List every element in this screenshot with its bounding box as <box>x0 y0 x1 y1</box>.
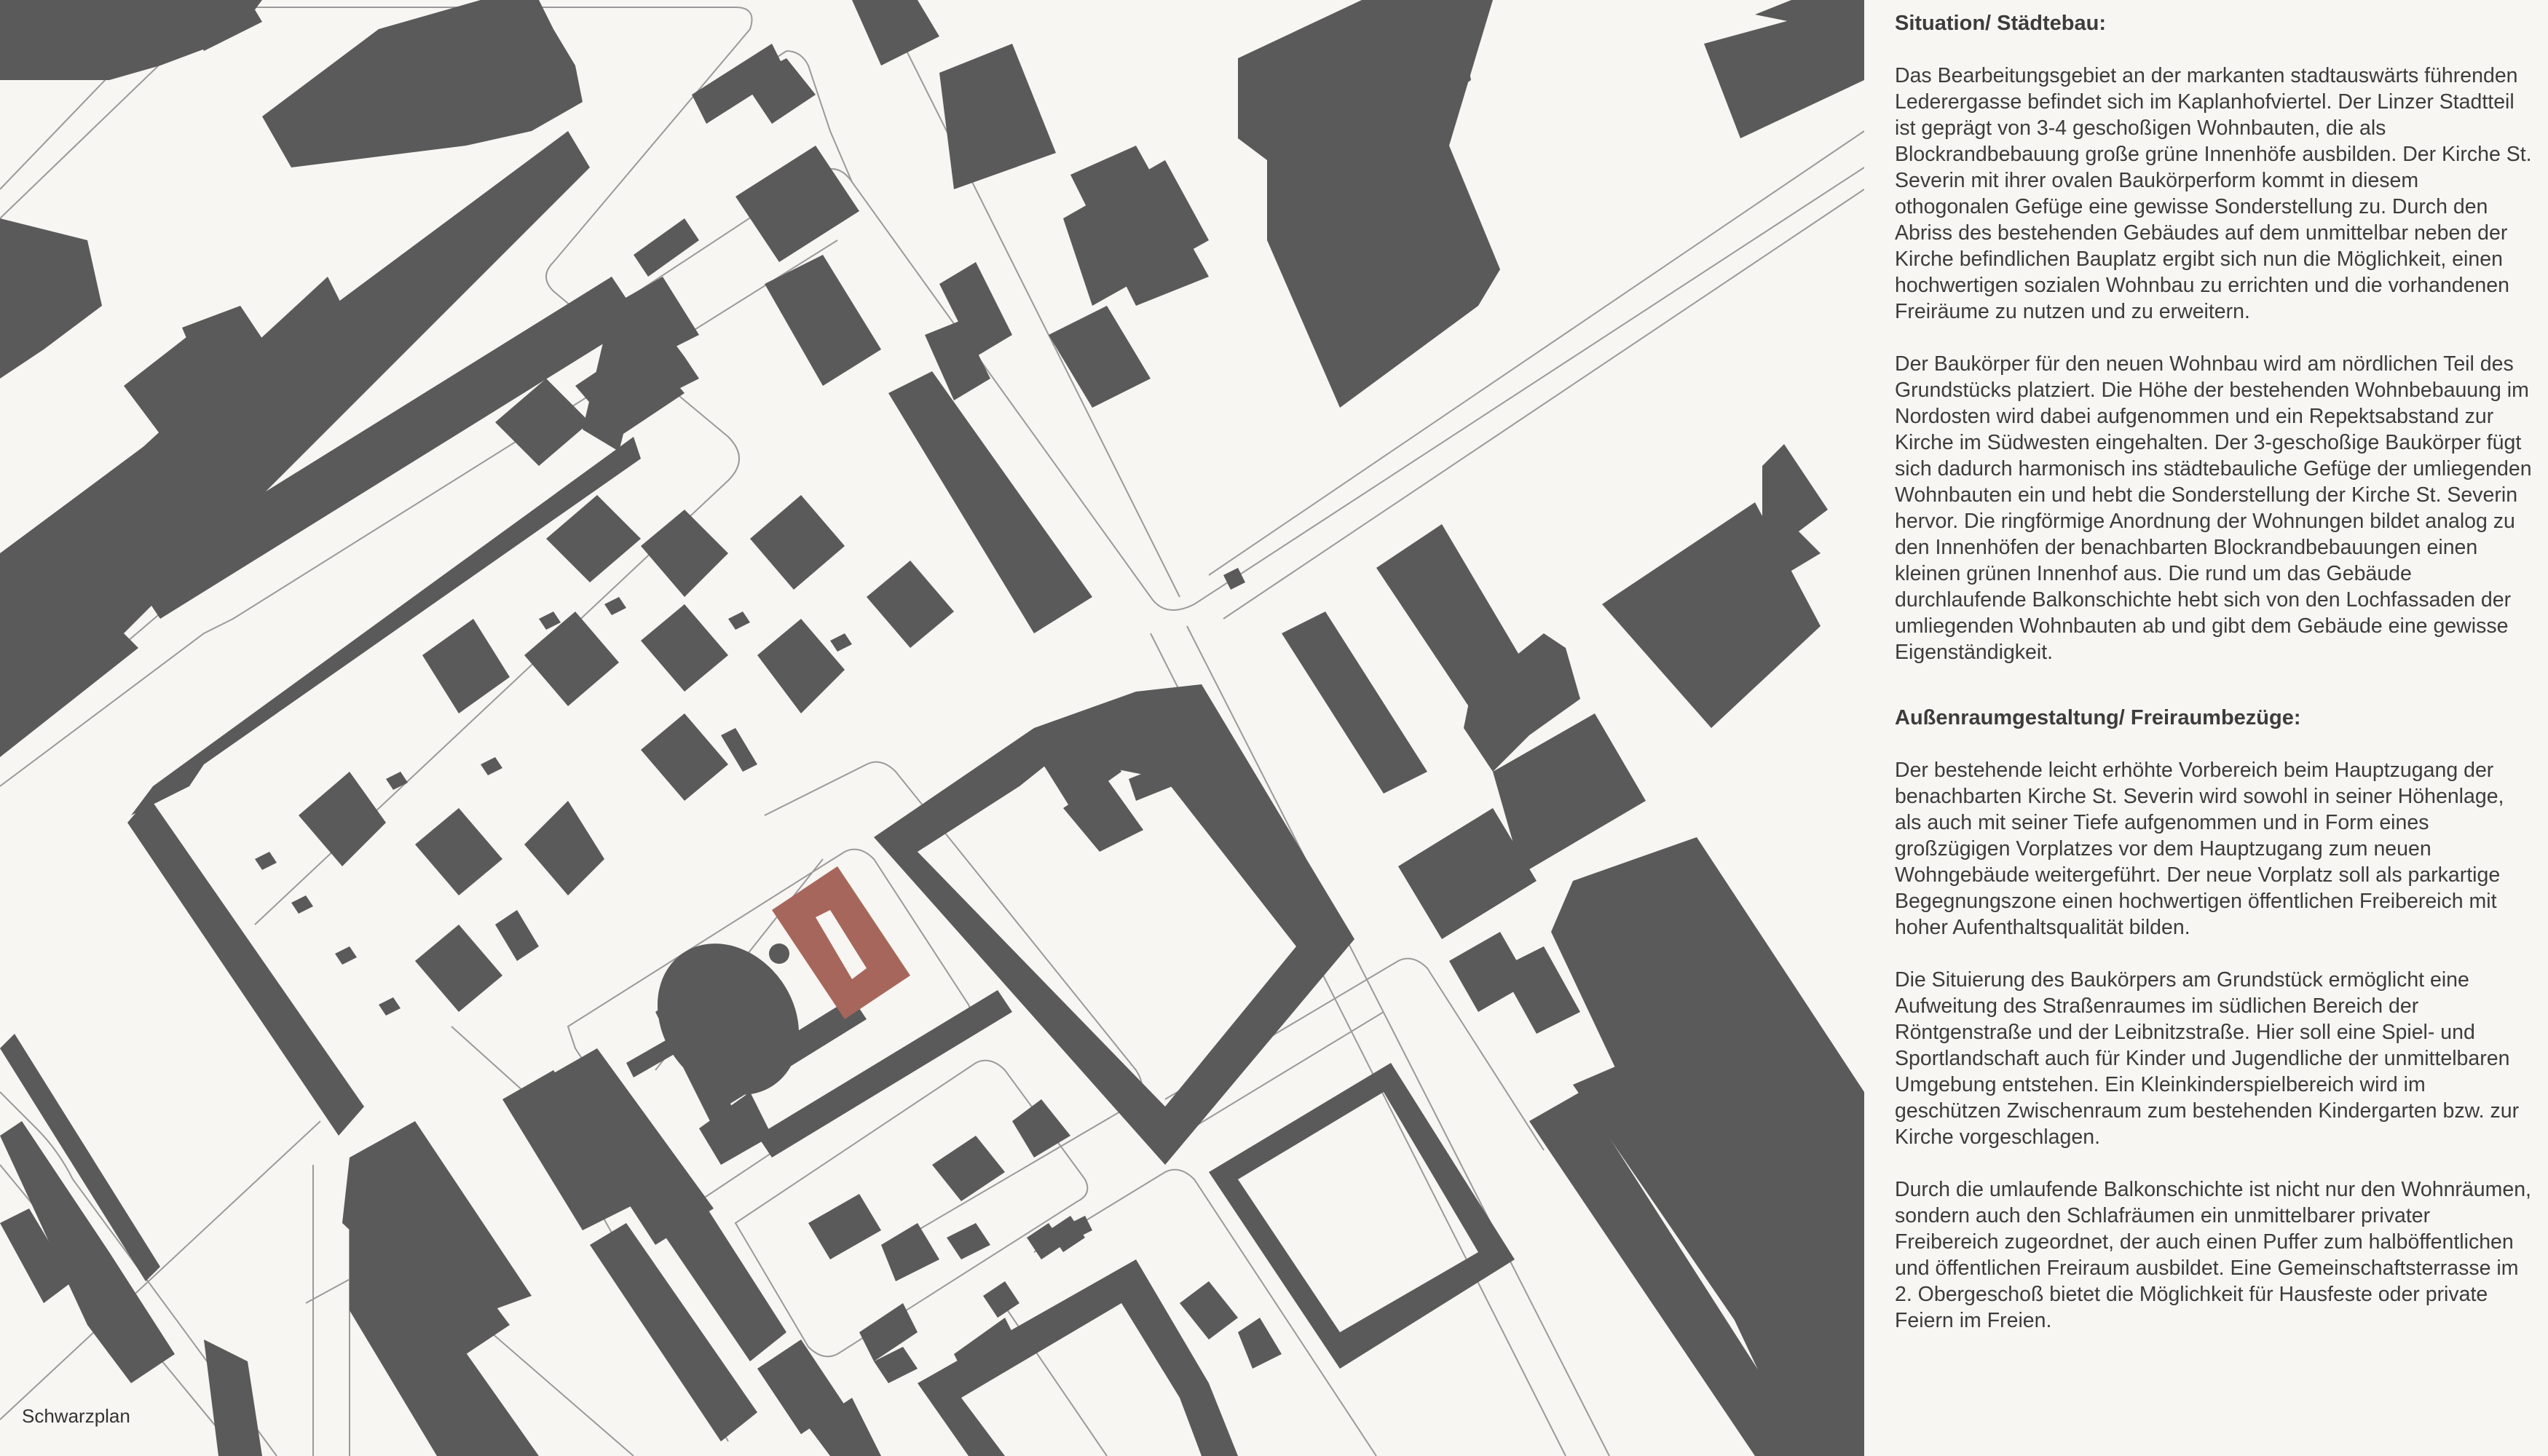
building <box>1180 1281 1238 1340</box>
section-heading-situation: Situation/ Städtebau: <box>1895 12 2106 35</box>
building <box>255 852 277 870</box>
building <box>0 218 102 379</box>
building <box>735 146 859 262</box>
building <box>641 510 728 597</box>
building <box>379 997 401 1016</box>
building <box>939 44 1056 189</box>
building <box>335 946 357 965</box>
building <box>859 1303 918 1361</box>
new-building-highlight <box>772 866 910 1019</box>
building <box>1238 1318 1282 1369</box>
building <box>641 713 728 801</box>
building <box>757 619 845 713</box>
building <box>728 612 750 630</box>
building <box>204 1340 262 1456</box>
text-panel <box>1895 10 2536 1360</box>
building <box>291 895 313 914</box>
building <box>262 0 583 167</box>
building <box>604 597 626 615</box>
paragraph: Die Situierung des Baukörpers am Grundstück ermöglicht eine Aufweitung des Straßenraumes im südlichen Bereich der Röntgenstraße und der Leibnitzstraße. Hier soll eine Spiel- und Sportlandschaft auch für Kinder und Jugendliche der unmittelbaren Umgebung entstehen. Ein Kleinkinderspielbereich wird im geschützen Zwischenraum zum bestehenden Kindergarten bzw. zur Kirche vorgeschlagen. <box>1895 968 2520 1149</box>
building <box>641 604 728 692</box>
building <box>481 757 502 775</box>
building <box>0 131 590 757</box>
building <box>415 808 502 895</box>
building <box>932 1136 1005 1201</box>
building <box>852 0 939 66</box>
paragraph: Das Bearbeitungsgebiet an der markanten stadtauswärts führenden Lederergasse befindet sich im Kaplanhofviertel. Der Linzer Stadtteil ist geprägt von 3-4 geschoßigen Wohnbauten, die als Blockrandbebauung große grüne Innenhöfe ausbilden. Der Kirche St. Severin mit ihrer ovalen Baukörperform kommt in diesem othogonalen Gefüge eine gewisse Sonderstellung zu. Durch den Abriss des bestehenden Gebäudes auf dem unmittelbar neben der Kirche befindlichen Bauplatz ergibt sich nun die Möglichkeit, einen hochwertigen sozialen Wohnbau zu errichten und die vorhandenen Freiräume zu nutzen und zu erweitern. <box>1895 64 2532 323</box>
building <box>524 612 619 706</box>
building <box>983 1281 1019 1318</box>
building <box>830 633 852 652</box>
building <box>750 495 845 590</box>
paragraph: Durch die umlaufende Balkonschichte ist nicht nur den Wohnräumen, sondern auch den Schlafräumen ein unmittelbarer privater Freibereich zugeordnet, der auch einen Puffer zum halböffentlichen und öffentlichen Freiraum ausbildet. Eine Gemeinschaftsterrasse im 2. Obergeschoß bietet die Möglichkeit für Hausfeste oder private Feiern im Freien. <box>1895 1178 2531 1332</box>
paragraph: Der Baukörper für den neuen Wohnbau wird am nördlichen Teil des Grundstücks platziert. Die Höhe der bestehenden Wohnbebauung im Nordosten wird dabei aufgenommen und ein Repektsabstand zur Kirche im Südwesten eingehalten. Der 3-geschoßige Baukörper fügt sich dadurch harmonisch ins städtebauliche Gefüge der umliegenden Wohnbauten ein und hebt die Sonderstellung der Kirche St. Severin hervor. Die ringförmige Anordnung der Wohnungen bildet analog zu den Innenhöfen der benachbarten Blockrandbebauungen einen kleinen grünen Innenhof aus. Die rund um das Gebäude durchlaufende Balkonschichte hebt sich von den Lochfassaden der umliegenden Wohnbauten ab und gibt dem Gebäude eine gewisse Eigenständigkeit. <box>1895 352 2532 664</box>
building <box>660 1009 680 1029</box>
building <box>299 772 386 866</box>
map-label: Schwarzplan <box>22 1405 130 1427</box>
building <box>874 684 1354 1165</box>
building <box>918 1259 1238 1456</box>
building <box>634 218 699 277</box>
building <box>1282 612 1427 794</box>
building <box>386 772 408 790</box>
section-heading-aussenraum: Außenraumgestaltung/ Freiraumbezüge: <box>1895 706 2301 729</box>
building <box>524 801 604 895</box>
building <box>769 943 789 964</box>
building <box>495 910 539 961</box>
building <box>947 1223 990 1259</box>
building <box>422 619 510 713</box>
building <box>1223 568 1245 590</box>
building <box>415 925 502 1012</box>
paragraph: Der bestehende leicht erhöhte Vorbereich beim Hauptzugang der benachbarten Kirche St. Severin wird sowohl in seiner Höhenlage, als auch mit seiner Tiefe aufgenommen und in Form eines großzügigen Vorplatzes vor dem Hauptzugang zum neuen Wohngebäude weitergeführt. Der neue Vorplatz soll als parkartige Begegnungszone einen hochwertigen öffentlichen Freibereich mit hoher Aufenthaltsqualität bilden. <box>1895 759 2504 939</box>
building <box>1049 306 1151 408</box>
building <box>808 1194 881 1259</box>
building <box>867 561 954 648</box>
building <box>881 1223 939 1281</box>
